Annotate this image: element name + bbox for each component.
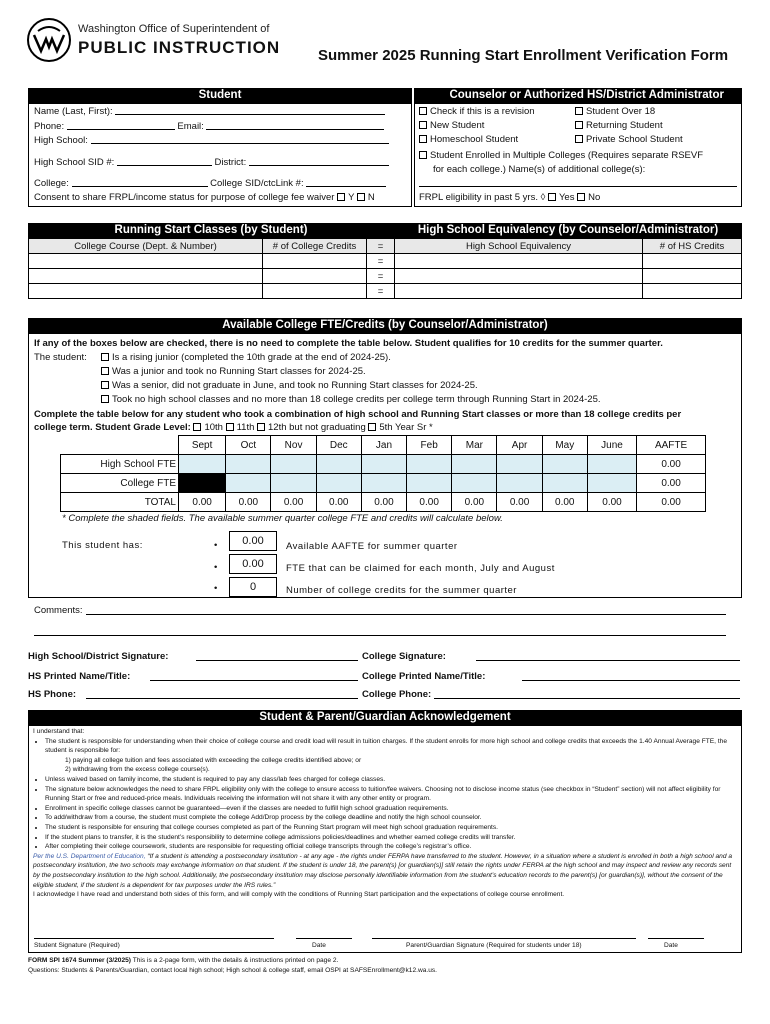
hs-phone-label: HS Phone: — [28, 689, 77, 700]
course-cell[interactable] — [29, 254, 263, 269]
the-student-label: The student: — [34, 352, 87, 363]
month-header: June — [587, 436, 636, 455]
total-cell: 0.00 — [407, 493, 452, 512]
grade5th-checkbox[interactable] — [368, 423, 376, 431]
hs-fte-cell[interactable] — [407, 455, 452, 474]
consent-yes-label: Y — [348, 192, 355, 203]
col-fte-cell[interactable] — [452, 474, 497, 493]
parent-sig-label: Parent/Guardian Signature (Required for students under 18) — [406, 942, 582, 949]
hs-credits-cell[interactable] — [643, 254, 742, 269]
homeschool-label: Homeschool Student — [430, 134, 519, 145]
consent-no-label: N — [367, 192, 375, 203]
month-header: Nov — [271, 436, 316, 455]
org-line2: PUBLIC INSTRUCTION — [78, 38, 281, 57]
ack-bullet: • The student is responsible for understanding when their choice of college course and credit load will result in tuition charges. If the student enrolls for more high school and college credits that exceeds the 1.40 Annual Average FTE, the student is responsible for: — [45, 737, 737, 756]
col-name-field[interactable] — [522, 680, 740, 681]
student-sig-label: Student Signature (Required) — [34, 942, 120, 949]
bullet: • — [214, 583, 218, 594]
over18-label: Student Over 18 — [586, 106, 656, 117]
month-header: Mar — [452, 436, 497, 455]
hs-phone-field[interactable] — [86, 698, 358, 699]
junior-no-rs-checkbox[interactable] — [101, 367, 109, 375]
frpl-yes-checkbox[interactable] — [548, 193, 556, 201]
parent-date-label: Date — [664, 942, 678, 949]
hs-name-field[interactable] — [150, 680, 358, 681]
phone-label: Phone: — [34, 121, 65, 132]
total-cell: 0.00 — [179, 493, 226, 512]
course-cell[interactable] — [29, 269, 263, 284]
credits-cell[interactable] — [263, 284, 367, 299]
course-cell[interactable] — [29, 284, 263, 299]
frpl-label: FRPL eligibility in past 5 yrs. — [419, 192, 538, 203]
col-aafte-value: 0.00 — [637, 474, 706, 493]
high-school-field[interactable] — [91, 135, 389, 144]
classes-table — [28, 238, 742, 299]
total-cell: 0.00 — [637, 493, 706, 512]
ack-intro: I understand that: — [33, 728, 85, 735]
usdoe-link[interactable]: Per the U.S. Department of Education, — [33, 852, 146, 860]
ack-bullet: • To add/withdraw from a course, the student must complete the college Add/Drop process by the college deadline and notify the high school counselor. — [45, 813, 737, 823]
opt1-label: Is a rising junior (completed the 10th grade at the end of 2024-25). — [112, 352, 391, 363]
consent-no-checkbox[interactable] — [357, 193, 365, 201]
comments-label: Comments: — [34, 605, 83, 616]
college-field[interactable] — [72, 178, 208, 187]
sid-label: High School SID #: — [34, 157, 115, 168]
ack-final: I acknowledge I have read and understand both sides of this form, and will comply with the conditions of Running Start participation and the expectations of college course enrollment. — [33, 891, 565, 899]
col-fte-cell[interactable] — [542, 474, 587, 493]
hs-fte-cell[interactable] — [316, 455, 361, 474]
month-header: Apr — [497, 436, 542, 455]
col-sig-field[interactable] — [476, 660, 740, 661]
grade12-label: 12th but not graduating — [268, 422, 366, 433]
form-id: FORM SPI 1674 Summer (3/2025) — [28, 957, 131, 964]
ospi-logo-icon — [26, 17, 72, 63]
equiv-cell[interactable] — [395, 269, 643, 284]
grade10-label: 10th — [204, 422, 223, 433]
hs-fte-cell[interactable] — [542, 455, 587, 474]
col-phone-field[interactable] — [434, 698, 740, 699]
private-label: Private School Student — [586, 134, 683, 145]
col-fte-cell[interactable] — [271, 474, 316, 493]
col-hs-credits-header: # of HS Credits — [643, 239, 742, 254]
month-header: Dec — [316, 436, 361, 455]
ack-sub: 1) paying all college tuition and fees associated with exceeding the college credits identified above; or — [65, 756, 362, 764]
col-name-label: College Printed Name/Title: — [362, 671, 486, 682]
ack-heading: Student & Parent/Guardian Acknowledgement — [28, 710, 742, 725]
rs-classes-heading: Running Start Classes (by Student) — [28, 223, 394, 238]
hs-fte-cell[interactable] — [452, 455, 497, 474]
equiv-cell[interactable] — [395, 254, 643, 269]
private-checkbox[interactable] — [575, 135, 583, 143]
total-cell: 0.00 — [497, 493, 542, 512]
grade11-checkbox[interactable] — [226, 423, 234, 431]
name-field[interactable] — [115, 106, 385, 115]
has-label: This student has: — [62, 540, 143, 551]
additional-colleges-field[interactable] — [419, 186, 737, 187]
ack-bullet: • Unless waived based on family income, the student is required to pay any class/lab fees charged for college classes. — [45, 775, 737, 785]
total-cell: 0.00 — [542, 493, 587, 512]
ack-bullet: • If the student plans to transfer, it is the student’s responsibility to determine college admissions policies/deadlines and whether earned college credits will transfer. — [45, 833, 737, 843]
returning-label: Returning Student — [586, 120, 663, 131]
email-label: Email: — [177, 121, 204, 132]
parent-date-field[interactable] — [648, 938, 704, 939]
hs-equiv-heading: High School Equivalency (by Counselor/Administrator) — [394, 223, 742, 238]
equiv-cell[interactable] — [395, 284, 643, 299]
parent-sig-field[interactable] — [372, 938, 636, 939]
revision-label: Check if this is a revision — [430, 106, 535, 117]
monthly-fte-label: FTE that can be claimed for each month, July and August — [286, 563, 555, 574]
eq-header: = — [367, 239, 395, 254]
eq-cell: = — [367, 269, 395, 284]
district-field[interactable] — [249, 157, 389, 166]
grade11-label: 11th — [236, 422, 255, 433]
district-label: District: — [214, 157, 247, 168]
ack-bullet: • Enrollment in specific college classes cannot be guaranteed—even if the classes are needed to fulfill high school graduation requirements. — [45, 804, 737, 814]
ferpa-quote: “If a student is attending a postsecondary institution - at any age - the rights under FERPA have transferred to the student. However, in a situation where a student is enrolled in both a high school and a postsecondary institution, the two schools may exchange information on that student. If the student is under 18, the parent(s) [or guardian(s)] still retain the rights under FERPA at the high school and may inspect and review any records sent by the postsecondary institution to the high school. Additionally, the postsecondary institution may disclose personally identifiable information from the student’s education records to the parent(s) [or guardian(s)], without the consent of the eligible student, if the student is a dependent for tax purposes under the IRS rules.” — [33, 852, 732, 889]
hs-name-label: HS Printed Name/Title: — [28, 671, 131, 682]
email-field[interactable] — [206, 121, 384, 130]
total-cell: 0.00 — [271, 493, 316, 512]
multiple-colleges-label2: for each college.) Name(s) of additional college(s): — [433, 164, 646, 175]
returning-checkbox[interactable] — [575, 121, 583, 129]
col-fte-cell[interactable] — [361, 474, 406, 493]
grade5th-label: 5th Year Sr * — [379, 422, 433, 433]
hs-fte-label: High School FTE — [61, 455, 179, 474]
eq-cell: = — [367, 284, 395, 299]
eq-cell: = — [367, 254, 395, 269]
homeschool-checkbox[interactable] — [419, 135, 427, 143]
fte-table — [60, 435, 706, 512]
multiple-colleges-checkbox[interactable] — [419, 151, 427, 159]
comments-field[interactable] — [86, 614, 726, 615]
hs-fte-cell[interactable] — [179, 455, 226, 474]
month-header: May — [542, 436, 587, 455]
hs-fte-cell[interactable] — [361, 455, 406, 474]
month-header: Sept — [179, 436, 226, 455]
month-header: AAFTE — [637, 436, 706, 455]
consent-yes-checkbox[interactable] — [337, 193, 345, 201]
complete-line1: Complete the table below for any student who took a combination of high school and Running Start classes or more than 18 college credits per — [34, 409, 682, 420]
ack-bullet: • The signature below acknowledges the need to share FRPL eligibility only with the college to ensure access to tuition/fee waivers. Choosing not to disclose income status (see checkbox in “Student” section) will not affect eligibility for Running Start or free and reduced-price meals. Individuals receiving the information will not share it with any other entity or program. — [45, 785, 737, 804]
questions-note: Questions: Students & Parents/Guardian, contact local high school; High school & college staff, email OSPI at SAFSEnrollment@k12.wa.us. — [28, 967, 437, 974]
total-cell: 0.00 — [587, 493, 636, 512]
new-student-label: New Student — [430, 120, 485, 131]
col-credits-header: # of College Credits — [263, 239, 367, 254]
hs-sig-field[interactable] — [196, 660, 358, 661]
hs-aafte-value: 0.00 — [637, 455, 706, 474]
col-fte-label: College FTE — [61, 474, 179, 493]
month-header: Feb — [407, 436, 452, 455]
frpl-no-checkbox[interactable] — [577, 193, 585, 201]
sid-field[interactable] — [117, 157, 212, 166]
month-header: Oct — [226, 436, 271, 455]
org-line1: Washington Office of Superintendent of — [78, 23, 270, 35]
ack-sub: 2) withdrawing from the excess college course(s). — [65, 766, 210, 774]
col-sig-label: College Signature: — [362, 651, 446, 662]
opt4-label: Took no high school classes and no more than 18 college credits per college term through Running Start in 2024-25. — [112, 394, 601, 405]
counselor-heading: Counselor or Authorized HS/District Administrator — [414, 88, 742, 103]
grade12-checkbox[interactable] — [257, 423, 265, 431]
student-date-field[interactable] — [296, 938, 352, 939]
ack-bullet: • After completing their college coursework, students are responsible for requesting official college transcripts through the college’s registrar’s office. — [45, 842, 737, 852]
hs-fte-cell[interactable] — [271, 455, 316, 474]
total-cell: 0.00 — [452, 493, 497, 512]
opt3-label: Was a senior, did not graduate in June, and took no Running Start classes for 2024-25. — [112, 380, 478, 391]
consent-label: Consent to share FRPL/income status for purpose of college fee waiver — [34, 192, 335, 203]
college-credits-label: Number of college credits for the summer quarter — [286, 585, 517, 596]
student-date-label: Date — [312, 942, 326, 949]
col-fte-cell[interactable] — [497, 474, 542, 493]
fte-intro: If any of the boxes below are checked, there is no need to complete the table below. Student qualifies for 10 credits for the summer quarter. — [34, 338, 663, 349]
form-title: Summer 2025 Running Start Enrollment Verification Form — [318, 47, 729, 64]
hs-sig-label: High School/District Signature: — [28, 651, 169, 662]
month-header: Jan — [361, 436, 406, 455]
shaded-note: * Complete the shaded fields. The available summer quarter college FTE and credits will calculate below. — [62, 513, 503, 524]
no-hs-classes-checkbox[interactable] — [101, 395, 109, 403]
total-cell: 0.00 — [361, 493, 406, 512]
col-course-header: College Course (Dept. & Number) — [29, 239, 263, 254]
multiple-colleges-label: Student Enrolled in Multiple Colleges (Requires separate RSEVF — [430, 150, 703, 161]
new-student-checkbox[interactable] — [419, 121, 427, 129]
senior-not-grad-checkbox[interactable] — [101, 381, 109, 389]
col-equiv-header: High School Equivalency — [395, 239, 643, 254]
credits-cell[interactable] — [263, 254, 367, 269]
name-label: Name (Last, First): — [34, 106, 113, 117]
ack-bullet: • The student is responsible for ensuring that college courses completed as part of the Running Start program will meet high school graduation requirements. — [45, 823, 737, 833]
revision-checkbox[interactable] — [419, 107, 427, 115]
col-fte-cell[interactable] — [316, 474, 361, 493]
bullet: • — [214, 540, 218, 551]
comments-field-line2[interactable] — [34, 635, 726, 636]
phone-field[interactable] — [67, 121, 175, 130]
hs-fte-cell[interactable] — [587, 455, 636, 474]
col-fte-cell[interactable] — [407, 474, 452, 493]
complete-line2: college term. Student Grade Level: — [34, 422, 191, 433]
rising-junior-checkbox[interactable] — [101, 353, 109, 361]
col-fte-cell-blocked — [179, 474, 226, 493]
frpl-no-label: No — [588, 192, 601, 203]
hs-fte-cell[interactable] — [497, 455, 542, 474]
diamond-icon: ◊ — [540, 192, 546, 203]
available-aafte-label: Available AAFTE for summer quarter — [286, 541, 458, 552]
student-heading: Student — [28, 88, 412, 103]
monthly-fte-value: 0.00 — [229, 554, 277, 574]
hs-credits-cell[interactable] — [643, 269, 742, 284]
college-sid-field[interactable] — [306, 178, 386, 187]
credits-cell[interactable] — [263, 269, 367, 284]
col-phone-label: College Phone: — [362, 689, 432, 700]
frpl-yes-label: Yes — [558, 192, 575, 203]
college-label: College: — [34, 178, 69, 189]
opt2-label: Was a junior and took no Running Start classes for 2024-25. — [112, 366, 366, 377]
hs-fte-cell[interactable] — [226, 455, 271, 474]
available-aafte-value: 0.00 — [229, 531, 277, 551]
over18-checkbox[interactable] — [575, 107, 583, 115]
bullet: • — [214, 562, 218, 573]
high-school-label: High School: — [34, 135, 88, 146]
total-label: TOTAL — [61, 493, 179, 512]
total-cell: 0.00 — [316, 493, 361, 512]
col-fte-cell[interactable] — [587, 474, 636, 493]
total-cell: 0.00 — [226, 493, 271, 512]
grade10-checkbox[interactable] — [193, 423, 201, 431]
hs-credits-cell[interactable] — [643, 284, 742, 299]
fte-heading: Available College FTE/Credits (by Counselor/Administrator) — [28, 318, 742, 333]
college-credits-value: 0 — [229, 577, 277, 597]
col-fte-cell[interactable] — [226, 474, 271, 493]
student-sig-field[interactable] — [34, 938, 274, 939]
college-sid-label: College SID/ctcLink #: — [210, 178, 304, 189]
form-note: This is a 2-page form, with the details & instructions printed on page 2. — [132, 957, 339, 964]
